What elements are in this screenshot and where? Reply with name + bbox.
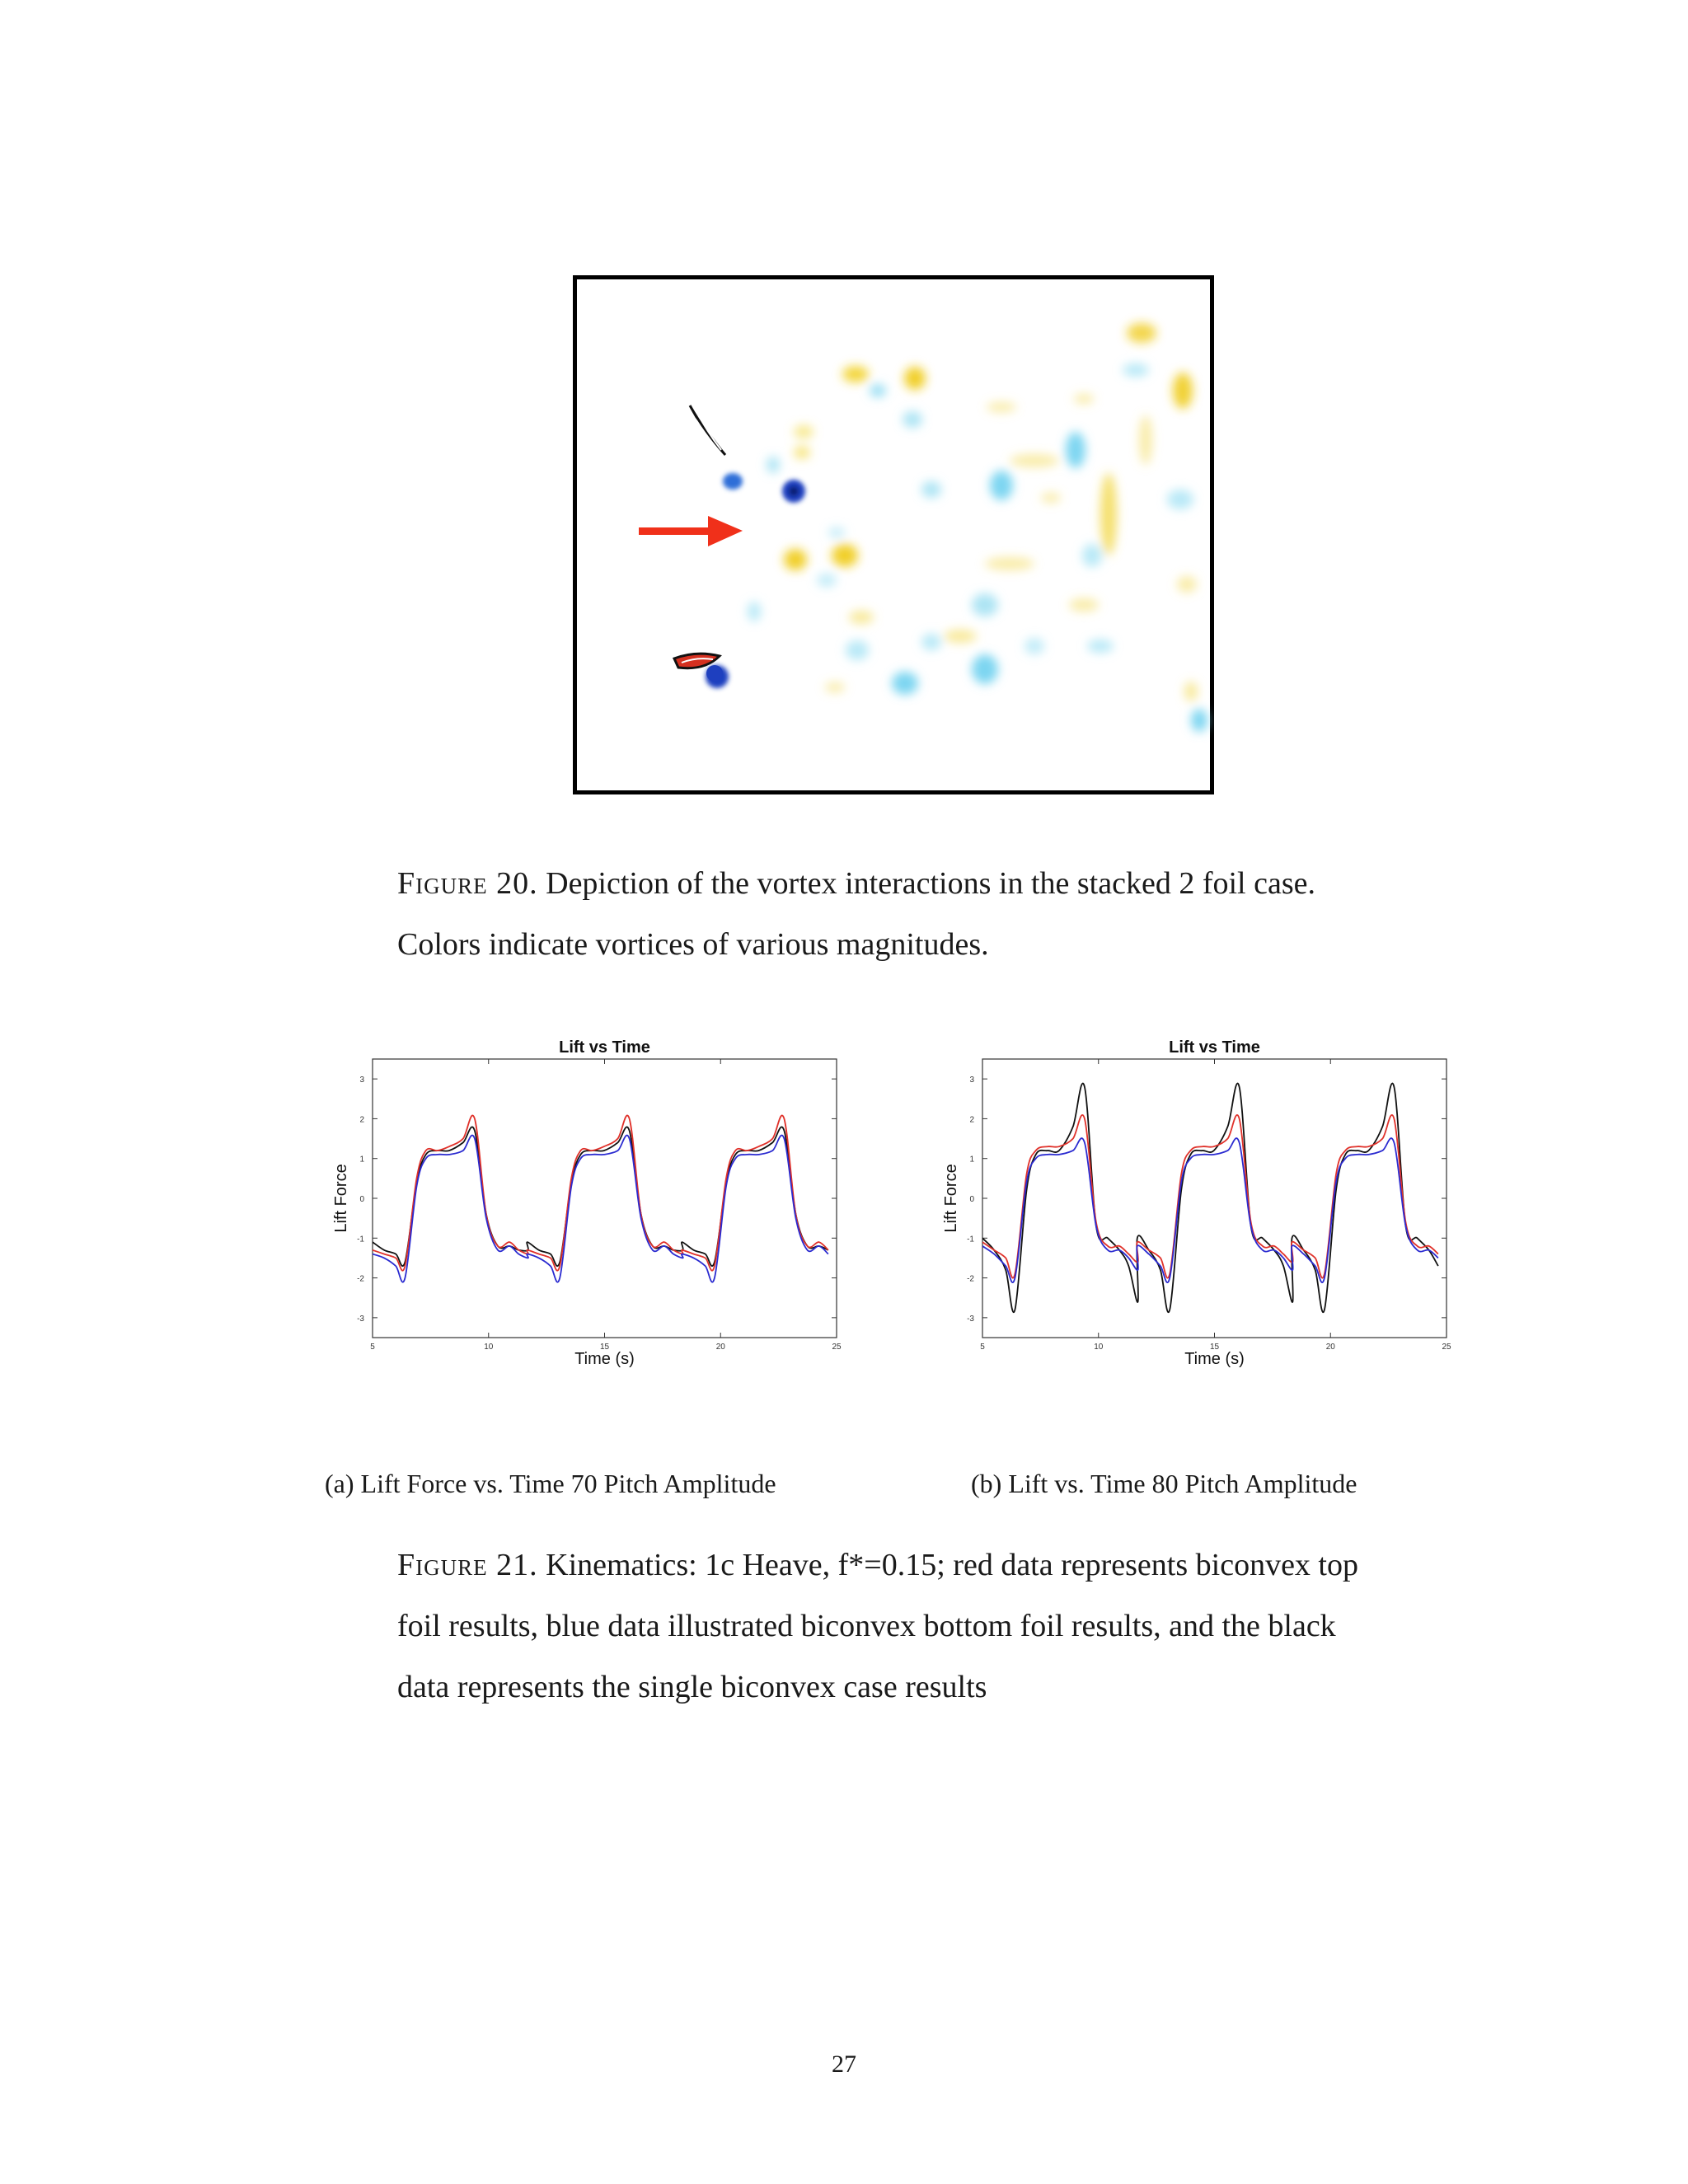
x-axis-label: Time (s) <box>1184 1350 1245 1368</box>
y-tick-label: -2 <box>357 1274 364 1284</box>
y-tick-label: -1 <box>357 1235 364 1244</box>
chart-svg <box>940 1026 1467 1376</box>
y-tick-label: 3 <box>969 1076 974 1085</box>
vortex-figure-image <box>573 275 1214 794</box>
y-tick-label: -3 <box>967 1314 974 1324</box>
figure-21-caption-text: Kinematics: 1c Heave, f*=0.15; red data represents biconvex top foil results, blue data illustrated biconvex bottom foil results, and the black data represents the single biconvex case results <box>397 1548 1358 1704</box>
figure-20-label: Figure 20. <box>397 866 538 901</box>
lift-vs-time-chart-a <box>330 1026 857 1376</box>
y-tick-label: -3 <box>357 1314 364 1324</box>
page-number: 27 <box>832 2050 856 2078</box>
subcaption-a: (a) Lift Force vs. Time 70 Pitch Amplitude <box>325 1469 776 1498</box>
figure-20-caption-text: Depiction of the vortex interactions in the stacked 2 foil case. Colors indicate vortices of various magnitudes. <box>397 866 1315 962</box>
y-tick-label: -2 <box>967 1274 974 1284</box>
lift-vs-time-chart-b <box>940 1026 1467 1376</box>
y-axis-label: Lift Force <box>332 1164 350 1233</box>
x-tick-label: 5 <box>980 1343 985 1352</box>
y-tick-label: 0 <box>969 1195 974 1204</box>
plot-frame <box>373 1059 837 1338</box>
x-tick-label: 25 <box>1442 1343 1451 1352</box>
y-tick-label: 3 <box>359 1076 364 1085</box>
y-axis-label: Lift Force <box>942 1164 960 1233</box>
y-tick-label: 1 <box>969 1155 974 1165</box>
x-tick-label: 20 <box>715 1343 725 1352</box>
chart-svg <box>330 1026 857 1376</box>
figure-21-label: Figure 21. <box>397 1548 538 1582</box>
y-tick-label: 2 <box>359 1115 364 1125</box>
x-tick-label: 10 <box>484 1343 494 1352</box>
chart-title: Lift vs Time <box>1169 1038 1260 1057</box>
x-tick-label: 15 <box>599 1343 610 1352</box>
vortex-figure-svg <box>573 275 1214 794</box>
figure-20-caption <box>397 853 1395 975</box>
plot-frame <box>982 1059 1447 1338</box>
x-tick-label: 25 <box>832 1343 842 1352</box>
y-tick-label: 1 <box>359 1155 364 1165</box>
subcaption-b: (b) Lift vs. Time 80 Pitch Amplitude <box>971 1469 1357 1498</box>
y-tick-label: 0 <box>359 1195 364 1204</box>
x-tick-label: 20 <box>1325 1343 1335 1352</box>
x-tick-label: 5 <box>370 1343 375 1352</box>
x-tick-label: 10 <box>1094 1343 1104 1352</box>
x-tick-label: 15 <box>1209 1343 1220 1352</box>
chart-title: Lift vs Time <box>559 1038 650 1057</box>
y-tick-label: -1 <box>967 1235 974 1244</box>
x-axis-label: Time (s) <box>574 1350 635 1368</box>
y-tick-label: 2 <box>969 1115 974 1125</box>
figure-21-caption <box>397 1535 1395 1718</box>
